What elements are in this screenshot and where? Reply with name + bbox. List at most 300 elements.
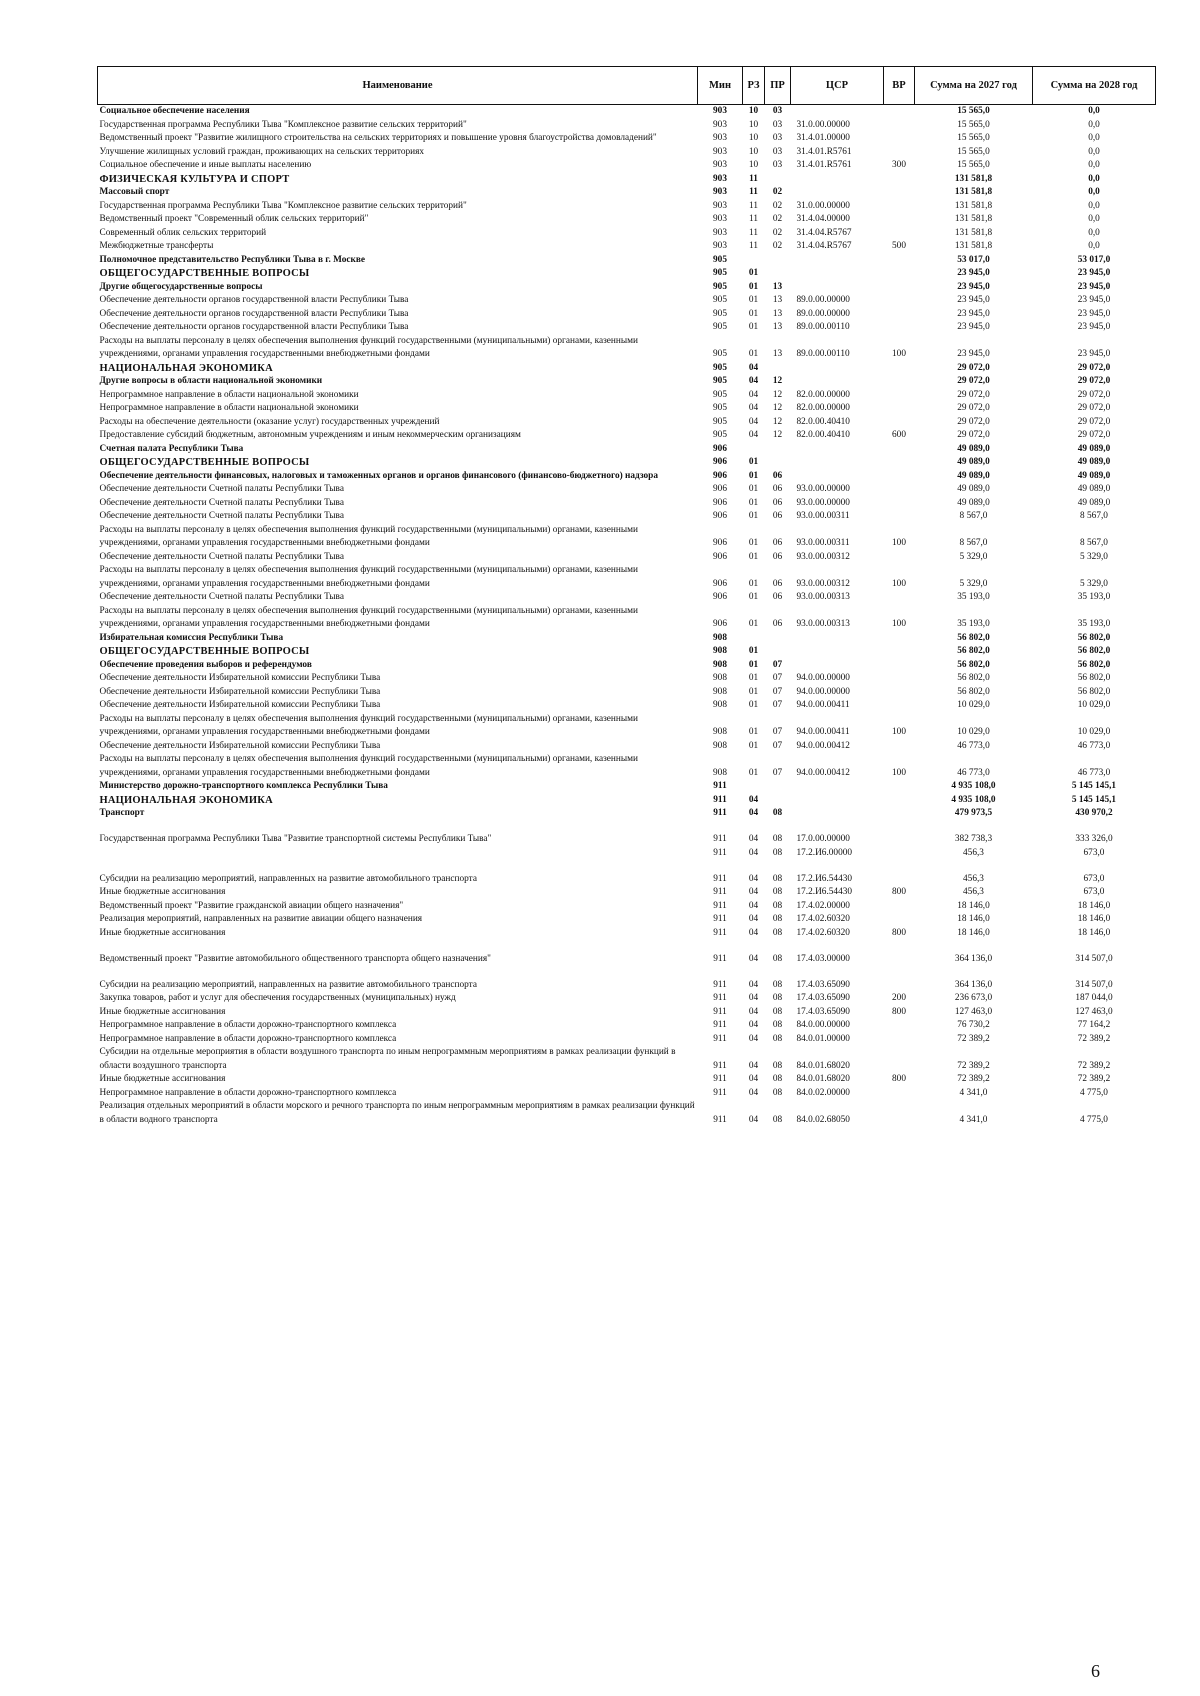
cell-name: Ведомственный проект "Развитие автомобильного общественного транспорта общего назначения" [99,953,491,964]
cell-pr: 06 [772,484,783,494]
cell-csr [791,267,884,281]
cell-vr [884,645,915,659]
cell-name: Обеспечение деятельности Счетной палаты Республики Тыва [99,497,344,508]
cell-csr: 93.0.00.00313 [796,592,850,602]
table-row [98,254,1156,268]
cell-pr [765,632,791,646]
cell-csr: 31.0.00.00000 [796,119,850,130]
cell-pr: 08 [772,834,783,844]
table-row [98,524,1156,551]
cell-min: 905 [713,430,727,440]
cell-min: 903 [713,214,727,224]
cell-rz: 01 [748,308,759,319]
cell-vr [884,146,915,160]
cell-vr [884,321,915,335]
cell-csr: 89.0.00.00110 [796,322,850,332]
cell-sum-2027: 8 567,0 [959,538,988,548]
cell-min: 911 [713,1087,727,1098]
cell-min: 908 [713,767,727,778]
cell-rz: 01 [748,457,759,467]
cell-sum-2027: 29 072,0 [957,430,990,440]
cell-min: 911 [713,781,727,791]
cell-pr: 08 [772,808,783,818]
cell-csr: 84.0.01.68020 [796,1060,850,1071]
table-row [98,119,1156,133]
cell-sum-2028: 0,0 [1088,173,1100,184]
cell-pr: 07 [772,700,783,710]
cell-min: 903 [713,119,727,130]
cell-min: 905 [713,281,727,292]
cell-name: Обеспечение деятельности органов государственной власти Республики Тыва [99,295,409,305]
cell-rz: 04 [748,979,759,990]
cell-vr [884,1087,915,1101]
cell-name: Полномочное представительство Республики Тыва в г. Москве [99,254,366,265]
cell-vr [884,254,915,268]
cell-rz: 11 [749,200,758,211]
cell-pr: 08 [772,1020,783,1030]
cell-sum-2028: 18 146,0 [1077,914,1111,924]
cell-sum-2027: 29 072,0 [957,389,990,400]
cell-name: Субсидии на реализацию мероприятий, направленных на развитие автомобильного транспорта [99,873,477,884]
cell-rz [743,632,765,646]
cell-csr: 82.0.00.00000 [796,389,850,400]
cell-sum-2028: 56 802,0 [1077,646,1111,656]
cell-sum-2028: 0,0 [1088,146,1100,157]
cell-sum-2028: 18 146,0 [1077,900,1111,911]
cell-sum-2028: 56 802,0 [1077,673,1111,683]
cell-pr: 08 [772,1033,783,1044]
cell-name: Расходы на обеспечение деятельности (оказание услуг) государственных учреждений [99,416,440,427]
cell-rz: 10 [748,160,759,170]
cell-sum-2027: 15 565,0 [957,119,990,130]
table-row [98,443,1156,457]
cell-sum-2028: 23 945,0 [1077,349,1111,359]
cell-vr: 800 [892,927,906,938]
cell-sum-2028: 53 017,0 [1077,254,1111,265]
cell-sum-2027: 56 802,0 [957,632,990,643]
cell-vr [884,672,915,686]
cell-vr: 800 [892,1006,906,1017]
cell-sum-2027: 131 581,8 [954,187,993,197]
cell-rz: 04 [748,403,759,413]
table-row [98,713,1156,740]
cell-pr [765,254,791,268]
cell-name: Счетная палата Республики Тыва [99,443,244,454]
cell-sum-2028: 4 775,0 [1080,1114,1108,1125]
cell-pr: 06 [772,551,783,562]
cell-pr: 06 [772,470,783,481]
budget-table [97,66,1156,1127]
cell-csr: 94.0.00.00000 [796,673,850,683]
cell-rz: 04 [748,1006,759,1017]
header-rz: РЗ [743,67,765,105]
cell-sum-2028: 8 567,0 [1080,511,1108,521]
header-vr: ВР [884,67,915,105]
cell-sum-2028: 0,0 [1088,119,1100,130]
cell-rz: 04 [748,794,759,805]
cell-csr: 17.4.02.60320 [796,914,850,924]
cell-min: 911 [713,887,727,897]
cell-name: Расходы на выплаты персоналу в целях обеспечения выполнения функций государственными (муниципальными) органами, казенными учреждениями, органами управления государственными внебюджетными фондами [99,524,638,548]
cell-name: ФИЗИЧЕСКАЯ КУЛЬТУРА И СПОРТ [99,173,290,185]
cell-min: 905 [713,362,727,373]
cell-name: Министерство дорожно-транспортного комплекса Республики Тыва [99,781,388,791]
cell-pr [765,794,791,808]
cell-sum-2028: 29 072,0 [1077,362,1111,373]
cell-sum-2027: 4 935 108,0 [951,794,996,805]
cell-csr: 31.4.04.00000 [796,214,850,224]
cell-pr: 06 [772,578,783,589]
cell-name: Иные бюджетные ассигнования [99,887,226,897]
cell-min: 905 [713,389,727,400]
cell-rz: 01 [748,484,759,494]
cell-vr [884,173,915,187]
table-row [98,227,1156,241]
cell-pr [765,780,791,794]
header-pr: ПР [765,67,791,105]
cell-sum-2027: 56 802,0 [957,646,990,656]
cell-csr: 31.0.00.00000 [796,200,850,211]
cell-vr [884,119,915,133]
cell-sum-2028: 673,0 [1083,873,1105,884]
table-row [98,807,1156,821]
cell-csr [791,632,884,646]
header-sum-2028: Сумма на 2028 год [1033,67,1156,105]
cell-min: 911 [713,1020,727,1030]
cell-rz: 01 [748,511,759,521]
cell-vr: 100 [892,349,906,359]
cell-sum-2027: 5 329,0 [959,578,988,589]
cell-vr: 800 [892,887,906,897]
cell-pr [765,362,791,376]
cell-csr: 31.4.01.00000 [796,133,850,143]
cell-vr [884,686,915,700]
cell-rz: 01 [748,281,759,292]
cell-sum-2028: 49 089,0 [1077,443,1111,454]
cell-name: Обеспечение деятельности органов государственной власти Республики Тыва [99,322,409,332]
cell-pr: 07 [772,673,783,683]
cell-min: 908 [713,700,727,710]
table-row [98,1006,1156,1020]
cell-vr [884,1033,915,1047]
cell-sum-2028: 0,0 [1088,160,1100,170]
cell-pr: 02 [772,200,783,211]
cell-sum-2027: 18 146,0 [957,914,990,924]
cell-sum-2027: 35 193,0 [957,619,990,629]
cell-pr [765,443,791,457]
table-row [98,847,1156,861]
cell-sum-2028: 430 970,2 [1075,808,1113,818]
cell-vr [884,227,915,241]
table-row [98,564,1156,591]
cell-name: Обеспечение деятельности Избирательной комиссии Республики Тыва [99,686,381,697]
cell-sum-2027: 72 389,2 [957,1074,990,1084]
cell-pr: 08 [772,953,783,964]
table-row [98,860,1156,886]
cell-min: 911 [713,993,727,1003]
cell-vr [884,186,915,200]
cell-min: 911 [713,808,727,818]
cell-name: Обеспечение проведения выборов и референдумов [99,659,312,670]
cell-rz: 04 [748,1114,759,1125]
cell-rz: 01 [748,767,759,778]
cell-rz: 04 [748,873,759,884]
table-row [98,159,1156,173]
cell-pr: 12 [772,376,783,386]
cell-sum-2028: 0,0 [1088,214,1100,224]
cell-pr: 03 [772,146,783,157]
cell-sum-2028: 56 802,0 [1077,686,1111,697]
cell-rz: 01 [748,295,759,305]
cell-vr: 100 [892,578,906,589]
cell-csr: 93.0.00.00311 [796,538,850,548]
table-row [98,780,1156,794]
cell-sum-2027: 23 945,0 [957,268,990,278]
cell-sum-2027: 56 802,0 [957,659,990,670]
cell-sum-2027: 23 945,0 [957,308,990,319]
table-row [98,966,1156,992]
cell-name: Обеспечение деятельности органов государственной власти Республики Тыва [99,308,409,319]
cell-pr [765,645,791,659]
cell-vr [884,913,915,927]
table-row [98,362,1156,376]
cell-vr [884,1046,915,1073]
cell-rz: 11 [749,241,758,251]
cell-csr: 93.0.00.00000 [796,484,850,494]
table-row [98,105,1156,119]
table-row [98,213,1156,227]
cell-sum-2027: 49 089,0 [957,497,990,508]
cell-name: Межбюджетные трансферты [99,241,214,251]
cell-min: 911 [713,927,727,938]
cell-csr [791,456,884,470]
cell-rz: 01 [748,740,759,751]
cell-pr: 08 [772,927,783,938]
table-row [98,605,1156,632]
cell-sum-2028: 8 567,0 [1080,538,1108,548]
cell-csr: 89.0.00.00000 [796,308,850,319]
cell-sum-2027: 53 017,0 [957,254,990,265]
cell-name: ОБЩЕГОСУДАРСТВЕННЫЕ ВОПРОСЫ [99,646,310,657]
cell-name: Иные бюджетные ассигнования [99,1074,226,1084]
table-row [98,186,1156,200]
table-row [98,240,1156,254]
cell-name: Улучшение жилищных условий граждан, проживающих на сельских территориях [99,146,425,157]
cell-name: Субсидии на реализацию мероприятий, направленных на развитие автомобильного транспорта [99,979,477,990]
cell-min: 903 [713,187,727,197]
table-row [98,483,1156,497]
cell-name: Обеспечение деятельности Счетной палаты Республики Тыва [99,511,344,521]
cell-name: Массовый спорт [99,187,170,197]
cell-vr: 100 [892,538,906,548]
table-row [98,686,1156,700]
cell-min: 911 [713,1114,727,1125]
cell-csr [791,470,884,484]
cell-rz: 01 [748,551,759,562]
cell-min: 903 [713,173,727,184]
cell-min: 903 [713,160,727,170]
cell-rz: 01 [748,497,759,508]
cell-csr: 94.0.00.00411 [796,700,850,710]
cell-sum-2027: 35 193,0 [957,592,990,602]
cell-rz: 11 [749,214,758,224]
cell-vr [884,294,915,308]
cell-name: Избирательная комиссия Республики Тыва [99,632,284,643]
cell-sum-2028: 5 329,0 [1080,551,1108,562]
cell-sum-2027: 49 089,0 [957,484,990,494]
cell-vr [884,416,915,430]
cell-name: Непрограммное направление в области национальной экономики [99,389,359,400]
cell-pr: 08 [772,847,783,858]
cell-sum-2027: 29 072,0 [957,403,990,413]
cell-pr: 08 [772,887,783,897]
cell-csr: 17.4.03.65090 [796,1006,850,1017]
cell-csr [791,105,884,119]
cell-min: 903 [713,146,727,157]
cell-csr: 84.0.02.00000 [796,1087,850,1098]
cell-name: Обеспечение деятельности финансовых, налоговых и таможенных органов и органов финансового (финансово-бюджетного) надзора [99,470,658,481]
cell-name: Обеспечение деятельности Избирательной комиссии Республики Тыва [99,673,381,683]
cell-sum-2028: 46 773,0 [1077,740,1111,751]
cell-sum-2028: 49 089,0 [1077,484,1111,494]
cell-sum-2028: 5 145 145,1 [1071,781,1117,791]
cell-rz: 04 [748,887,759,897]
cell-vr: 200 [892,993,906,1003]
cell-csr: 89.0.00.00110 [796,349,850,359]
cell-sum-2027: 4 341,0 [959,1114,988,1125]
table-row [98,389,1156,403]
cell-min: 911 [713,914,727,924]
cell-sum-2027: 131 581,8 [954,227,993,238]
table-row [98,416,1156,430]
cell-rz: 01 [748,592,759,602]
cell-min: 903 [713,133,727,143]
table-row [98,886,1156,900]
cell-sum-2028: 0,0 [1088,227,1100,238]
cell-vr: 500 [892,241,906,251]
cell-sum-2028: 23 945,0 [1077,268,1111,278]
cell-rz [743,254,765,268]
cell-vr [884,632,915,646]
cell-vr [884,740,915,754]
cell-rz: 10 [748,106,759,116]
cell-csr: 31.4.04.R5767 [796,241,852,251]
cell-sum-2027: 456,3 [963,847,984,858]
cell-name: Ведомственный проект "Развитие гражданской авиации общего назначения" [99,900,404,911]
cell-pr: 12 [772,389,783,400]
cell-vr [884,213,915,227]
cell-sum-2028: 0,0 [1088,200,1100,211]
cell-pr: 03 [772,160,783,170]
cell-name: Обеспечение деятельности Счетной палаты Республики Тыва [99,484,344,494]
cell-pr: 13 [772,281,783,292]
cell-sum-2028: 0,0 [1088,106,1100,116]
cell-name: Непрограммное направление в области дорожно-транспортного комплекса [99,1087,397,1098]
cell-sum-2027: 479 973,5 [954,808,993,818]
cell-vr [884,402,915,416]
cell-rz: 04 [748,389,759,400]
cell-sum-2027: 29 072,0 [957,416,990,427]
cell-min: 905 [713,268,727,278]
cell-rz: 11 [749,227,758,238]
cell-sum-2027: 364 136,0 [954,979,993,990]
cell-vr [884,1019,915,1033]
cell-sum-2027: 72 389,2 [957,1060,990,1071]
cell-rz: 11 [749,187,758,197]
cell-pr: 08 [772,900,783,911]
cell-sum-2028: 4 775,0 [1080,1087,1108,1098]
cell-csr [791,173,884,187]
cell-vr [884,470,915,484]
cell-vr [884,308,915,322]
cell-csr: 94.0.00.00411 [796,727,850,737]
cell-pr: 13 [772,322,783,332]
header-sum-2027: Сумма на 2027 год [915,67,1033,105]
cell-name: Непрограммное направление в области дорожно-транспортного комплекса [99,1033,397,1044]
cell-csr: 94.0.00.00412 [796,767,850,778]
cell-vr: 100 [892,727,906,737]
cell-csr: 82.0.00.00000 [796,403,850,413]
cell-min: 906 [713,538,727,548]
cell-pr: 03 [772,106,783,116]
cell-vr [884,267,915,281]
cell-name: ОБЩЕГОСУДАРСТВЕННЫЕ ВОПРОСЫ [99,457,310,468]
cell-pr: 06 [772,497,783,508]
cell-rz: 04 [748,927,759,938]
cell-sum-2028: 314 507,0 [1075,979,1113,990]
cell-min: 905 [713,349,727,359]
table-row [98,1073,1156,1087]
cell-vr [884,1100,915,1127]
cell-min: 905 [713,376,727,386]
cell-csr: 31.4.01.R5761 [796,146,852,157]
cell-vr [884,132,915,146]
cell-vr [884,200,915,214]
cell-vr: 100 [892,767,906,778]
cell-name: Расходы на выплаты персоналу в целях обеспечения выполнения функций государственными (муниципальными) органами, казенными учреждениями, органами управления государственными внебюджетными фондами [99,335,638,359]
cell-sum-2027: 364 136,0 [954,953,993,964]
cell-rz: 04 [748,1020,759,1030]
table-row [98,551,1156,565]
cell-pr [765,173,791,187]
cell-sum-2027: 56 802,0 [957,686,990,697]
cell-min: 908 [713,659,727,670]
cell-csr [791,794,884,808]
cell-sum-2027: 5 329,0 [959,551,988,562]
cell-sum-2028: 29 072,0 [1077,389,1111,400]
cell-vr [884,456,915,470]
cell-sum-2028: 0,0 [1088,241,1100,251]
cell-min: 906 [713,497,727,508]
cell-sum-2027: 56 802,0 [957,673,990,683]
table-row [98,1033,1156,1047]
cell-min: 911 [713,1006,727,1017]
cell-csr: 17.2.И6.54430 [796,873,853,884]
header-min: Мин [698,67,743,105]
cell-min: 908 [713,686,727,697]
cell-name: Государственная программа Республики Тыва "Комплексное развитие сельских территорий" [99,200,467,211]
cell-csr: 31.4.04.R5767 [796,227,852,238]
cell-rz: 01 [748,646,759,656]
cell-min: 908 [713,632,727,643]
cell-vr [884,389,915,403]
cell-csr [791,254,884,268]
cell-pr: 06 [772,511,783,521]
table-row [98,940,1156,966]
cell-vr [884,281,915,295]
cell-csr [791,362,884,376]
cell-sum-2028: 35 193,0 [1077,592,1111,602]
